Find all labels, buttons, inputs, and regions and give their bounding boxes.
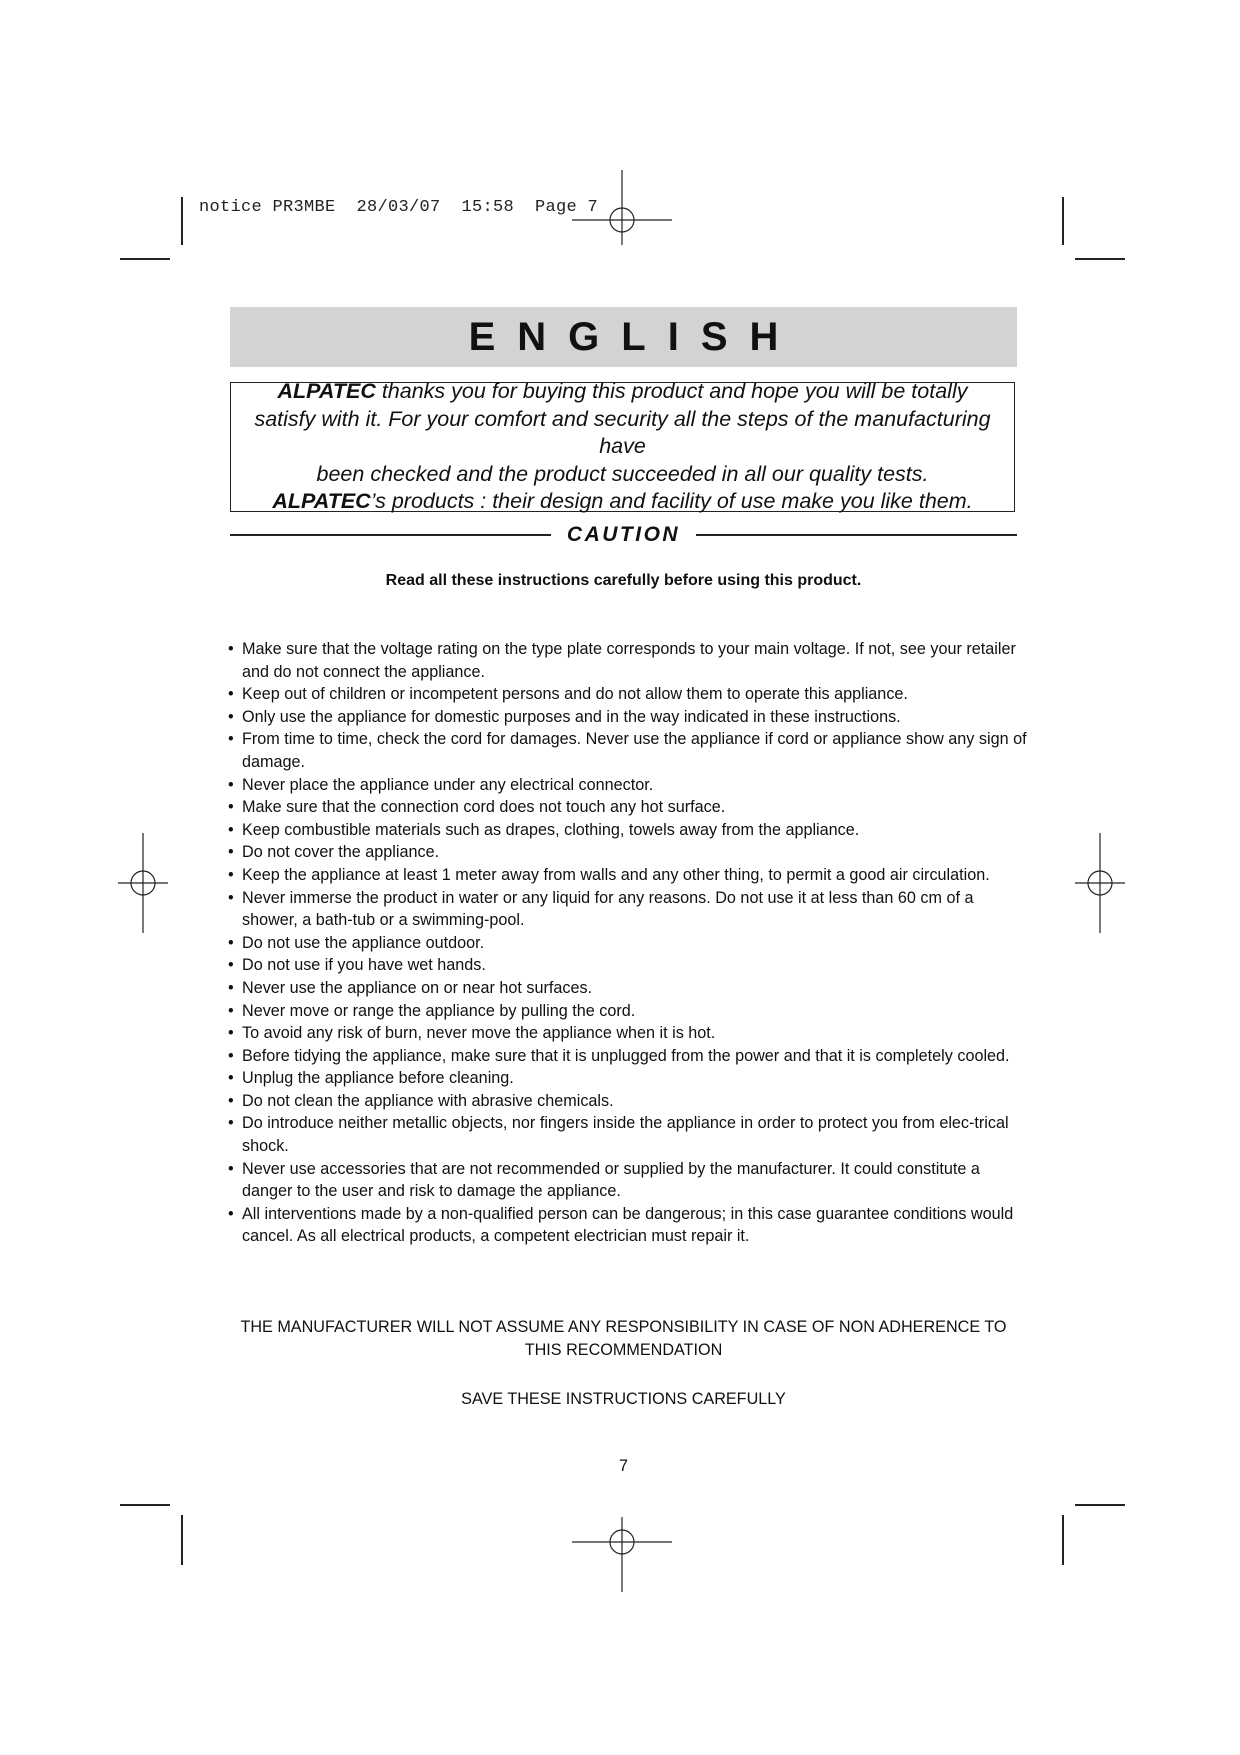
list-item: • Before tidying the appliance, make sure that it is unplugged from the power and that it is completely cooled. xyxy=(228,1045,1028,1068)
list-item: • Do not clean the appliance with abrasive chemicals. xyxy=(228,1090,1028,1113)
list-item: • From time to time, check the cord for damages. Never use the appliance if cord or appliance show any sign of damage. xyxy=(228,728,1028,773)
intro-line-2: satisfy with it. For your comfort and security all the steps of the manufacturing have xyxy=(254,406,991,459)
crop-mark xyxy=(120,258,170,260)
brand-name: ALPATEC xyxy=(277,379,376,404)
save-instructions-note: SAVE THESE INSTRUCTIONS CAREFULLY xyxy=(461,1390,786,1408)
intro-line-1: ALPATEC thanks you for buying this product and hope you will be totally xyxy=(277,379,968,404)
language-title-band xyxy=(230,307,1017,367)
list-item: • Do not cover the appliance. xyxy=(228,841,1028,864)
caution-heading-row xyxy=(230,520,1017,550)
intro-line-4: ALPATEC’s products : their design and facility of use make you like them. xyxy=(272,489,973,514)
list-item: • Never use accessories that are not recommended or supplied by the manufacturer. It could constitute a danger to the user and risk to damage the appliance. xyxy=(228,1158,1028,1203)
crop-mark xyxy=(120,1504,170,1506)
registration-mark-right-icon xyxy=(1050,833,1150,933)
registration-mark-bottom-icon xyxy=(572,1492,672,1592)
list-item: • Never place the appliance under any electrical connector. xyxy=(228,774,1028,797)
list-item: • Do not use the appliance outdoor. xyxy=(228,932,1028,955)
safety-instructions-list xyxy=(228,638,1028,1248)
list-item: • Keep out of children or incompetent persons and do not allow them to operate this appliance. xyxy=(228,683,1028,706)
caution-heading: CAUTION xyxy=(566,523,681,546)
divider xyxy=(230,534,551,536)
list-item: • All interventions made by a non-qualified person can be dangerous; in this case guarantee conditions would cancel. As all electrical products, a competent electrician must repair it. xyxy=(228,1203,1028,1248)
list-item: • Keep combustible materials such as drapes, clothing, towels away from the appliance. xyxy=(228,819,1028,842)
intro-box xyxy=(230,379,1015,514)
intro-line-3: been checked and the product succeeded in all our quality tests. xyxy=(316,461,929,486)
list-item: • Keep the appliance at least 1 meter away from walls and any other thing, to permit a good air circulation. xyxy=(228,864,1028,887)
crop-mark xyxy=(1075,258,1125,260)
list-item: • Make sure that the voltage rating on the type plate corresponds to your main voltage. If not, see your retailer and do not connect the appliance. xyxy=(228,638,1028,683)
page-number: 7 xyxy=(618,1457,628,1475)
list-item: • Make sure that the connection cord does not touch any hot surface. xyxy=(228,796,1028,819)
list-item: • Never move or range the appliance by pulling the cord. xyxy=(228,1000,1028,1023)
list-item: • To avoid any risk of burn, never move the appliance when it is hot. xyxy=(228,1022,1028,1045)
crop-mark xyxy=(181,197,183,245)
manufacturer-disclaimer: THE MANUFACTURER WILL NOT ASSUME ANY RESPONSIBILITY IN CASE OF NON ADHERENCE TO THIS RECOMMENDATION xyxy=(240,1318,1007,1359)
crop-mark xyxy=(1062,197,1064,245)
list-item: • Do not use if you have wet hands. xyxy=(228,954,1028,977)
print-slug: notice PR3MBE 28/03/07 15:58 Page 7 xyxy=(199,198,599,217)
crop-mark xyxy=(181,1515,183,1565)
registration-mark-left-icon xyxy=(93,833,193,933)
list-item: • Unplug the appliance before cleaning. xyxy=(228,1067,1028,1090)
registration-mark-top-icon xyxy=(572,170,672,270)
language-title: ENGLISH xyxy=(468,314,801,359)
divider xyxy=(696,534,1017,536)
read-instructions-note: Read all these instructions carefully before using this product. xyxy=(385,572,862,589)
brand-name: ALPATEC xyxy=(272,489,371,514)
list-item: • Only use the appliance for domestic purposes and in the way indicated in these instructions. xyxy=(228,706,1028,729)
crop-mark xyxy=(1075,1504,1125,1506)
list-item: • Do introduce neither metallic objects, nor fingers inside the appliance in order to protect you from elec-trical shock. xyxy=(228,1112,1028,1157)
list-item: • Never use the appliance on or near hot surfaces. xyxy=(228,977,1028,1000)
list-item: • Never immerse the product in water or any liquid for any reasons. Do not use it at less than 60 cm of a shower, a bath-tub or a swimming-pool. xyxy=(228,887,1028,932)
crop-mark xyxy=(1062,1515,1064,1565)
